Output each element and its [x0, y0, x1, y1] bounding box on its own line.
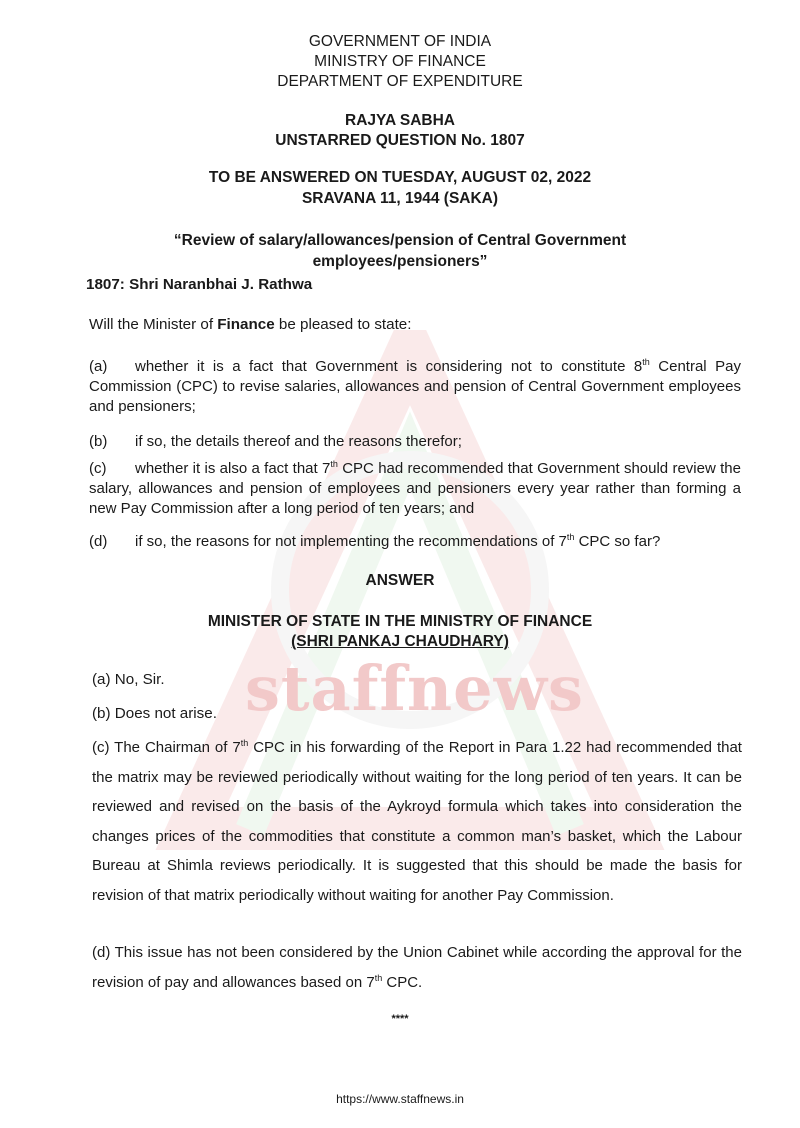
question-c — [89, 459, 741, 519]
answer-d-text-cont: CPC. — [382, 973, 423, 991]
header-department: DEPARTMENT OF EXPENDITURE — [277, 73, 523, 90]
watermark-text: staffnews — [245, 652, 584, 725]
question-c-label: (c) — [89, 460, 107, 477]
ordinal-sup: th — [374, 972, 383, 983]
answer-heading: ANSWER — [365, 572, 435, 589]
header-ministry: MINISTRY OF FINANCE — [314, 53, 486, 70]
ordinal-sup: th — [642, 357, 650, 367]
question-a-text-cont: Central Pay Commission (CPC) to revise salaries, allowances and pension of Central Government employees and pensioners; — [89, 358, 741, 415]
question-b-label: (b) — [89, 433, 108, 450]
answer-c — [92, 733, 742, 910]
question-d-text: if so, the reasons for not implementing the recommendations of 7 — [135, 533, 567, 550]
subject-line-2: employees/pensioners” — [312, 253, 488, 270]
question-c-text-cont: CPC had recommended that Government should review the salary, allowances and pension of employees and pensioners every year rather than forming a new Pay Commission after a long period of ten years; and — [89, 460, 741, 517]
answer-c-text-cont: CPC in his forwarding of the Report in Para 1.22 had recommended that the matrix may be reviewed periodically without waiting for the long period of ten years. It can be reviewed and revised on the basis of the Aykroyd formula which takes into consideration the changes prices of the commodities that constitute a common man’s basket, which the Labour Bureau at Shimla reviews periodically. It is suggested that this should be made the basis for revision of that matrix periodically without waiting for another Pay Commission. — [92, 739, 742, 904]
question-number: UNSTARRED QUESTION No. 1807 — [275, 132, 525, 149]
end-mark: **** — [391, 1013, 409, 1025]
question-d — [89, 532, 741, 552]
minister-name-line — [0, 632, 800, 651]
answer-d-text: (d) This issue has not been considered by the Union Cabinet while according the approval for the revision of pay and allowances based on 7 — [92, 944, 742, 991]
subject-line-1: “Review of salary/allowances/pension of Central Government — [173, 232, 627, 249]
house-name: RAJYA SABHA — [345, 112, 455, 129]
answer-d — [92, 938, 742, 997]
question-a-label: (a) — [89, 358, 108, 375]
minister-name: (SHRI PANKAJ CHAUDHARY) — [291, 633, 509, 650]
question-a — [89, 357, 741, 417]
question-b-text: if so, the details thereof and the reasons therefor; — [135, 433, 462, 450]
question-d-label: (d) — [89, 533, 108, 550]
intro-ministry: Finance — [217, 316, 275, 333]
answer-a: (a) No, Sir. — [92, 671, 165, 688]
saka-date: SRAVANA 11, 1944 (SAKA) — [301, 190, 499, 207]
intro-before: Will the Minister of — [89, 316, 218, 333]
footer-url[interactable]: https://www.staffnews.in — [336, 1092, 464, 1106]
ordinal-sup: th — [240, 738, 249, 748]
answer-b: (b) Does not arise. — [92, 705, 217, 722]
question-c-text: whether it is also a fact that 7 — [135, 460, 331, 477]
minister-title: MINISTER OF STATE IN THE MINISTRY OF FINANCE — [207, 613, 593, 630]
question-b — [89, 432, 741, 452]
asker-name: 1807: Shri Naranbhai J. Rathwa — [86, 276, 313, 293]
answer-date: TO BE ANSWERED ON TUESDAY, AUGUST 02, 2022 — [208, 169, 592, 186]
ordinal-sup: th — [330, 459, 338, 469]
intro-line — [89, 316, 411, 333]
question-d-text-cont: CPC so far? — [574, 533, 661, 550]
intro-after: be pleased to state: — [274, 316, 412, 333]
question-a-text: whether it is a fact that Government is considering not to constitute 8 — [135, 358, 643, 375]
answer-c-text: (c) The Chairman of 7 — [92, 739, 241, 756]
header-government: GOVERNMENT OF INDIA — [308, 33, 492, 50]
ordinal-sup: th — [566, 532, 575, 542]
